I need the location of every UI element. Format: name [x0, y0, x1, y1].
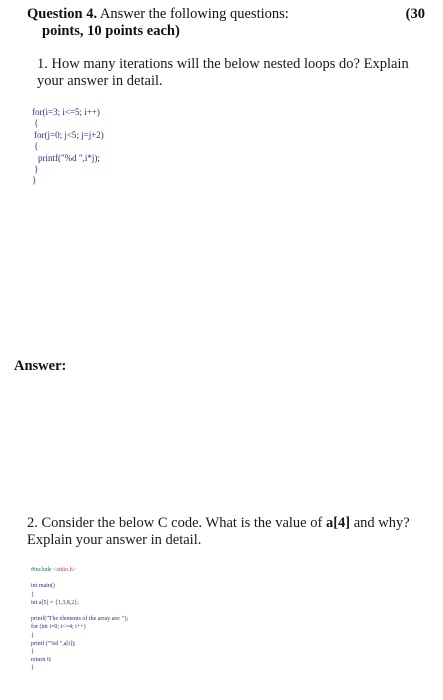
- q2-code-block: [31, 566, 128, 673]
- q2-code-include: [31, 566, 128, 574]
- question-number: Question 4.: [27, 6, 98, 22]
- q1-body: How many iterations will the below nested loops do? Explain your answer in detail.: [37, 56, 409, 89]
- question-instruction: Answer the following questions:: [97, 6, 289, 22]
- q2-include-file: <stdio.h>: [51, 567, 77, 573]
- q1-text: [37, 56, 432, 90]
- q2-code-close-brace: }: [31, 665, 34, 672]
- question-points-open: (30: [405, 6, 425, 22]
- q2-code-for: for (int i=0; i<=4; i++): [31, 624, 86, 631]
- q1-code-line-1: for(i=3; i<=5; i++): [32, 107, 100, 117]
- q2-code-open-brace-2: {: [31, 632, 34, 639]
- q2-include-keyword: #include: [31, 567, 52, 573]
- q2-body-after: and why? Explain your answer in detail.: [27, 515, 410, 548]
- q2-body-before: Consider the below C code. What is the value of: [41, 515, 326, 531]
- q2-code-printf: printf("The elements of the array are: ");: [31, 616, 129, 623]
- question-heading: [27, 6, 289, 23]
- q1-code-line-4: {: [34, 141, 39, 152]
- question-points-rest: points, 10 points each): [42, 23, 180, 39]
- q2-code-return: return 0;: [31, 657, 52, 664]
- q2-code-open-brace: {: [31, 591, 34, 598]
- q1-number: 1.: [37, 56, 48, 72]
- q1-code-line-2: {: [34, 118, 39, 129]
- q1-code-line-7: }: [32, 175, 37, 186]
- q1-code-line-3: for(j=0; j<5; j=j+2): [34, 129, 104, 140]
- q1-code-block: [32, 107, 104, 187]
- q1-code-line-6: }: [34, 164, 39, 175]
- q2-code-close-brace-2: }: [31, 649, 34, 656]
- q2-text: [27, 515, 422, 549]
- q2-number: 2.: [27, 515, 38, 531]
- q2-highlight: a[4]: [325, 515, 351, 531]
- q2-code-printf-elem: printf ("%d ",a[i]);: [31, 640, 76, 647]
- q2-code-main: int main(): [31, 583, 55, 590]
- q2-code-array-decl: int a[5] = {1,3,8,2};: [31, 599, 79, 606]
- q1-code-line-5: printf("%d ",i*j);: [38, 152, 100, 163]
- answer-label: Answer:: [14, 358, 67, 374]
